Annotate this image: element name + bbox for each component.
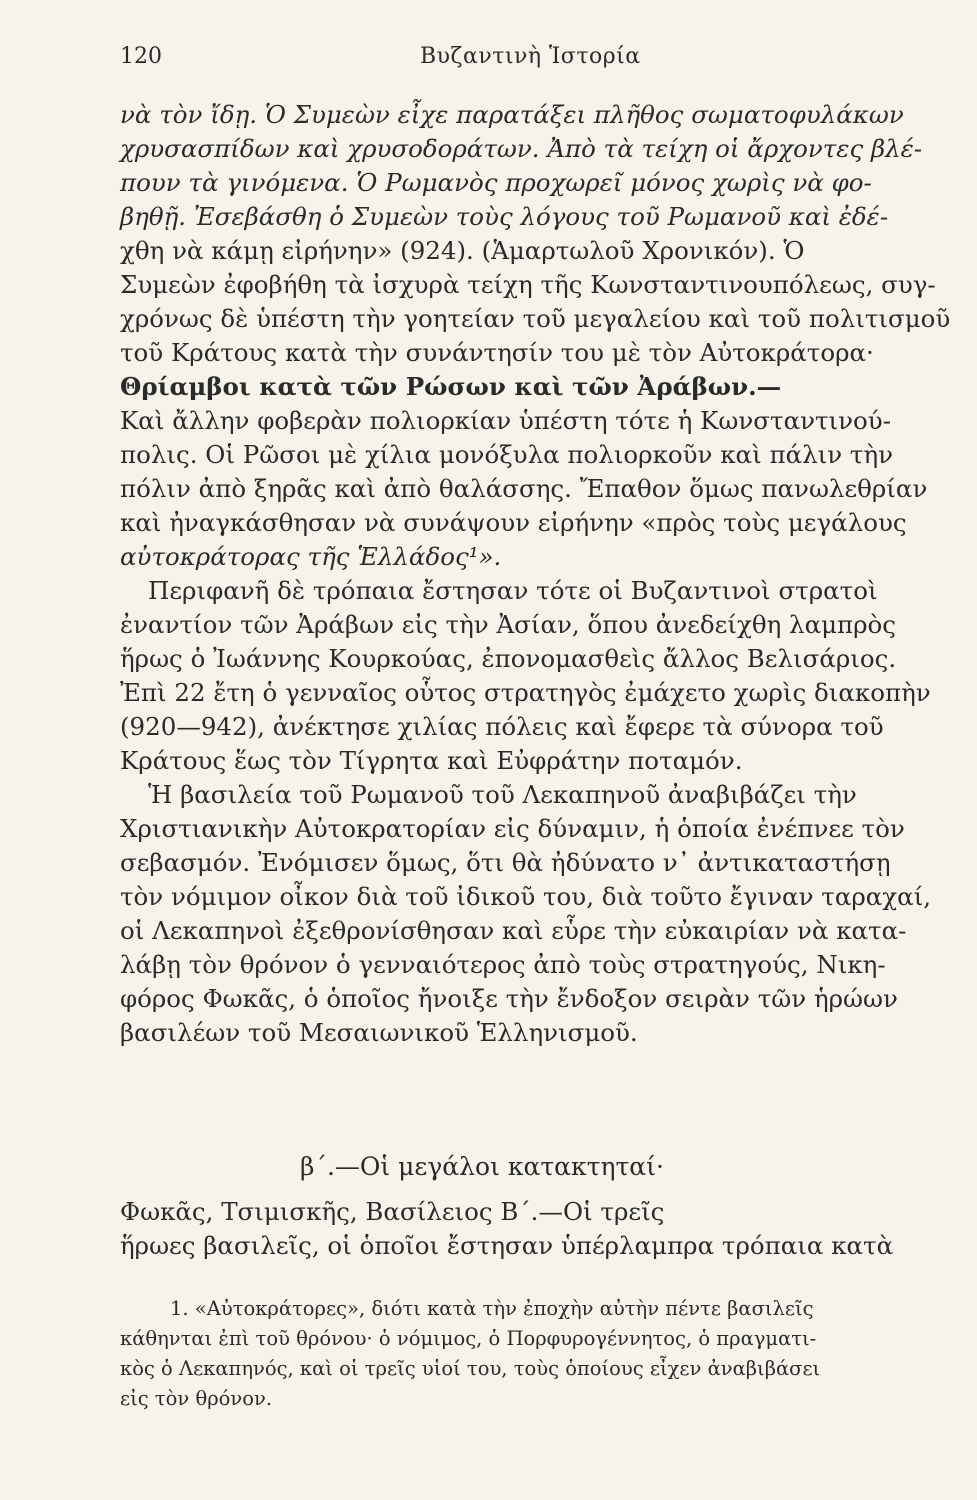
- footnote-line: εἰς τὸν θρόνον.: [120, 1387, 273, 1410]
- text-line: σεβασμόν. Ἐνόμισεν ὅμως, ὅτι θὰ ἠδύνατο ν᾽ ἀντικαταστήσῃ: [120, 848, 891, 877]
- text-line: οἱ Λεκαπηνοὶ ἐξεθρονίσθησαν καὶ εὗρε τὴν εὐκαιρίαν νὰ κατα-: [120, 916, 907, 945]
- text-line: Φωκᾶς, Τσιμισκῆς, Βασίλειος Β΄.—Οἱ τρεῖς: [120, 1197, 665, 1226]
- text-line: ἐναντίον τῶν Ἀράβων εἰς τὴν Ἀσίαν, ὅπου ἀνεδείχθη λαμπρὸς: [120, 610, 897, 639]
- text-line: Χριστιανικὴν Αὐτοκρατορίαν εἰς δύναμιν, ἡ ὁποία ἐνέπνεε τὸν: [120, 814, 905, 843]
- page-header: [120, 44, 865, 74]
- text-line: Ἐπὶ 22 ἔτη ὁ γενναῖος οὗτος στρατηγὸς ἐμάχετο χωρὶς διακοπὴν: [120, 678, 931, 707]
- text-line: χρόνως δὲ ὑπέστη τὴν γοητείαν τοῦ μεγαλείου καὶ τοῦ πολιτισμοῦ: [120, 304, 951, 333]
- text-line: (920—942), ἀνέκτησε χιλίας πόλεις καὶ ἔφερε τὰ σύνορα τοῦ: [120, 712, 884, 741]
- text-line: χρυσασπίδων καὶ χρυσοδοράτων. Ἀπὸ τὰ τείχη οἱ ἄρχοντες βλέ-: [120, 134, 923, 163]
- footnote-line: κάθηνται ἐπὶ τοῦ θρόνου· ὁ νόμιμος, ὁ Πορφυρογέννητος, ὁ πραγματι-: [120, 1327, 817, 1350]
- text-line: αὐτοκράτορας τῆς Ἑλλάδος¹».: [120, 542, 502, 571]
- text-line: βηθῇ. Ἐσεβάσθη ὁ Συμεὼν τοὺς λόγους τοῦ Ρωμανοῦ καὶ ἐδέ-: [120, 202, 889, 231]
- text-line: νὰ τὸν ἴδῃ. Ὁ Συμεὼν εἶχε παρατάξει πλῆθος σωματοφυλάκων: [120, 100, 904, 129]
- main-text: [120, 98, 951, 1050]
- running-head: Βυζαντινὴ Ἱστορία: [420, 44, 641, 69]
- text-line: ἥρως ὁ Ἰωάννης Κουρκούας, ἐπονομασθεὶς ἄλλος Βελισάριος.: [120, 644, 897, 673]
- footnote-line: 1. «Αὐτοκράτορες», διότι κατὰ τὴν ἐποχὴν αὐτὴν πέντε βασιλεῖς: [170, 1297, 814, 1320]
- page-number: 120: [120, 44, 162, 69]
- text-line: καὶ ἠναγκάσθησαν νὰ συνάψουν εἰρήνην «πρὸς τοὺς μεγάλους: [120, 508, 907, 537]
- footnotes: [120, 1294, 920, 1414]
- text-line: Καὶ ἄλλην φοβερὰν πολιορκίαν ὑπέστη τότε ἡ Κωνσταντινού-: [120, 406, 891, 435]
- text-line: Κράτους ἕως τὸν Τίγρητα καὶ Εὐφράτην ποταμόν.: [120, 746, 743, 775]
- section-title: β΄.—Οἱ μεγάλοι κατακτηταί·: [300, 1152, 664, 1181]
- text-line: λάβῃ τὸν θρόνον ὁ γενναιότερος ἀπὸ τοὺς στρατηγούς, Νικη-: [120, 950, 886, 979]
- text-line: ἥρωες βασιλεῖς, οἱ ὁποῖοι ἔστησαν ὑπέρλαμπρα τρόπαια κατὰ: [120, 1231, 894, 1260]
- section-text: [120, 1195, 920, 1263]
- text-line: βασιλέων τοῦ Μεσαιωνικοῦ Ἑλληνισμοῦ.: [120, 1018, 638, 1047]
- text-line: χθη νὰ κάμῃ εἰρήνην» (924). (Ἁμαρτωλοῦ Χρονικόν). Ὁ: [120, 236, 805, 265]
- text-line: φόρος Φωκᾶς, ὁ ὁποῖος ἤνοιξε τὴν ἔνδοξον σειρὰν τῶν ἡρώων: [120, 984, 898, 1013]
- footnote-line: κὸς ὁ Λεκαπηνός, καὶ οἱ τρεῖς υἱοί του, τοὺς ὁποίους εἶχεν ἀναβιβάσει: [120, 1357, 821, 1380]
- text-line: πουν τὰ γινόμενα. Ὁ Ρωμανὸς προχωρεῖ μόνος χωρὶς νὰ φο-: [120, 168, 872, 197]
- text-line: πολις. Οἱ Ρῶσοι μὲ χίλια μονόξυλα πολιορκοῦν καὶ πάλιν τὴν: [120, 440, 894, 469]
- text-line: Συμεὼν ἐφοβήθη τὰ ἰσχυρὰ τείχη τῆς Κωνσταντινουπόλεως, συγ-: [120, 270, 936, 299]
- text-line: τὸν νόμιμον οἶκον διὰ τοῦ ἰδικοῦ του, διὰ τοῦτο ἔγιναν ταραχαί,: [120, 882, 932, 911]
- text-line: Περιφανῆ δὲ τρόπαια ἔστησαν τότε οἱ Βυζαντινοὶ στρατοὶ: [148, 576, 878, 605]
- text-line: Ἡ βασιλεία τοῦ Ρωμανοῦ τοῦ Λεκαπηνοῦ ἀναβιβάζει τὴν: [148, 780, 857, 809]
- text-line: τοῦ Κράτους κατὰ τὴν συνάντησίν του μὲ τὸν Αὐτοκράτορα·: [120, 338, 874, 367]
- text-line: πόλιν ἀπὸ ξηρᾶς καὶ ἀπὸ θαλάσσης. Ἔπαθον ὅμως πανωλεθρίαν: [120, 474, 928, 503]
- subheading: Θρίαμβοι κατὰ τῶν Ρώσων καὶ τῶν Ἀράβων.—: [120, 372, 782, 401]
